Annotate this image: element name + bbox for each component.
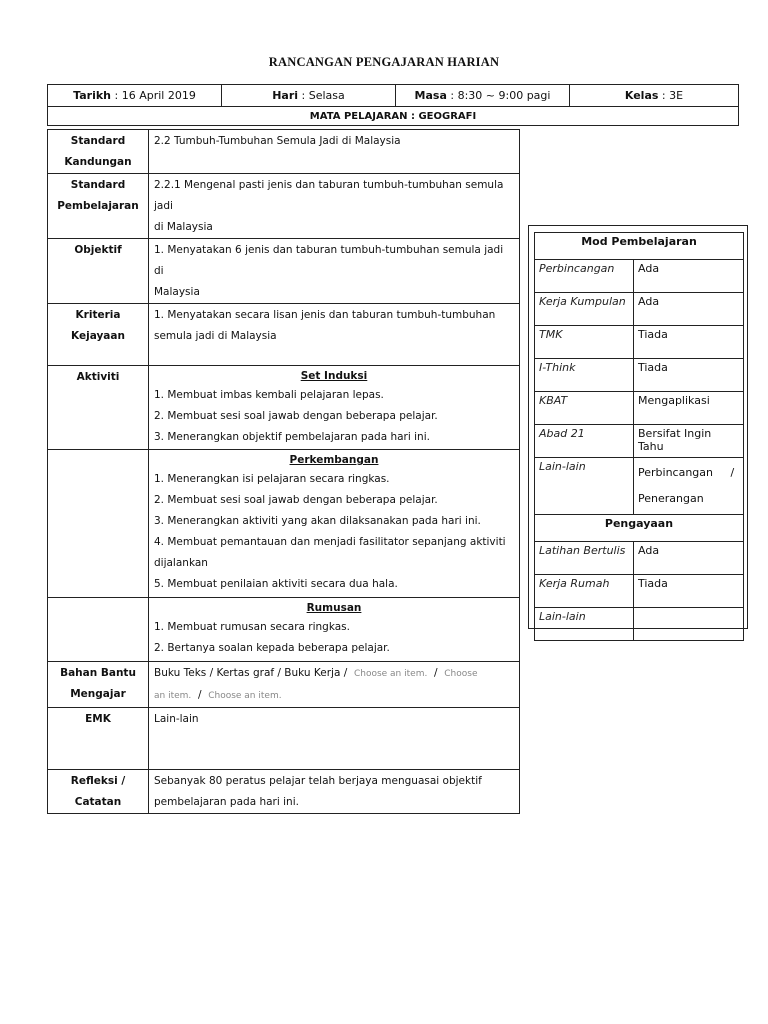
rumusan-heading: Rumusan (306, 602, 362, 614)
list-item: 2. Bertanya soalan kepada beberapa pelajar. (154, 642, 390, 654)
mod-value: Mengaplikasi (634, 392, 744, 425)
choose-item-dropdown[interactable]: Choose (444, 669, 478, 679)
choose-item-dropdown[interactable]: an item. (154, 691, 192, 701)
list-item: 3. Menerangkan objektif pembelajaran pada hari ini. (154, 431, 430, 443)
list-item: dijalankan (154, 557, 208, 569)
hari-cell: Hari : Selasa (222, 85, 396, 107)
mod-pembelajaran-heading: Mod Pembelajaran (535, 233, 744, 260)
list-item: 1. Membuat imbas kembali pelajaran lepas. (154, 389, 384, 401)
lesson-plan-table (47, 129, 520, 814)
subject-heading: MATA PELAJARAN : GEOGRAFI (48, 107, 739, 126)
hari-value: Selasa (308, 89, 345, 102)
standard-kandungan-label: Standard Kandungan (48, 130, 149, 174)
bahan-bantu-label: Bahan Bantu Mengajar (48, 662, 149, 708)
list-item: 4. Membuat pemantauan dan menjadi fasilitator sepanjang aktiviti (154, 536, 506, 548)
standard-pembelajaran-value: 2.2.1 Mengenal pasti jenis dan taburan tumbuh-tumbuhan semula jadi di Malaysia (149, 174, 520, 239)
mod-key: TMK (535, 326, 634, 359)
choose-item-dropdown[interactable]: Choose an item. (208, 691, 282, 701)
masa-cell: Masa : 8:30 ~ 9:00 pagi (396, 85, 570, 107)
emk-label: EMK (48, 708, 149, 770)
mod-value: Tiada (634, 359, 744, 392)
pengayaan-key: Lain-lain (535, 608, 634, 641)
mod-value: Ada (634, 260, 744, 293)
mod-key: Kerja Kumpulan (535, 293, 634, 326)
list-item: 3. Menerangkan aktiviti yang akan dilaksanakan pada hari ini. (154, 515, 481, 527)
bahan-bantu-value: Buku Teks / Kertas graf / Buku Kerja / Choose an item. / Choose an item. / Choose an item. (149, 662, 520, 708)
standard-kandungan-value: 2.2 Tumbuh-Tumbuhan Semula Jadi di Malaysia (149, 130, 520, 174)
standard-pembelajaran-label: Standard Pembelajaran (48, 174, 149, 239)
rumusan-label-cell (48, 598, 149, 662)
mod-pembelajaran-table (534, 232, 744, 641)
perkembangan-heading: Perkembangan (289, 454, 379, 466)
kelas-cell: Kelas : 3E (570, 85, 739, 107)
list-item: 1. Membuat rumusan secara ringkas. (154, 621, 350, 633)
pengayaan-heading: Pengayaan (535, 515, 744, 542)
mod-value: Ada (634, 293, 744, 326)
kriteria-kejayaan-value: 1. Menyatakan secara lisan jenis dan taburan tumbuh-tumbuhan semula jadi di Malaysia (149, 304, 520, 366)
mod-key: KBAT (535, 392, 634, 425)
mod-value: Perbincangan / Penerangan (634, 458, 744, 515)
header-table (47, 84, 739, 126)
page-title: RANCANGAN PENGAJARAN HARIAN (268, 55, 500, 69)
mod-key: Abad 21 (535, 425, 634, 458)
set-induksi-section (149, 366, 520, 450)
masa-value: 8:30 ~ 9:00 pagi (457, 89, 551, 102)
tarikh-value: 16 April 2019 (121, 89, 196, 102)
refleksi-value: Sebanyak 80 peratus pelajar telah berjaya menguasai objektif pembelajaran pada hari ini. (149, 770, 520, 814)
list-item: 1. Menerangkan isi pelajaran secara ringkas. (154, 473, 390, 485)
list-item: 2. Membuat sesi soal jawab dengan beberapa pelajar. (154, 494, 438, 506)
aktiviti-label-continued (48, 450, 149, 598)
pengayaan-key: Kerja Rumah (535, 575, 634, 608)
list-item: 2. Membuat sesi soal jawab dengan beberapa pelajar. (154, 410, 438, 422)
emk-value: Lain-lain (149, 708, 520, 770)
rumusan-section (149, 598, 520, 662)
mod-value: Tiada (634, 326, 744, 359)
list-item: 5. Membuat penilaian aktiviti secara dua hala. (154, 578, 398, 590)
pengayaan-key: Latihan Bertulis (535, 542, 634, 575)
mod-value: Bersifat Ingin Tahu (634, 425, 744, 458)
perkembangan-section (149, 450, 520, 598)
set-induksi-heading: Set Induksi (300, 370, 368, 382)
objektif-label: Objektif (48, 239, 149, 304)
pengayaan-value: Ada (634, 542, 744, 575)
objektif-value: 1. Menyatakan 6 jenis dan taburan tumbuh-tumbuhan semula jadi di Malaysia (149, 239, 520, 304)
choose-item-dropdown[interactable]: Choose an item. (353, 669, 428, 679)
pengayaan-value (634, 608, 744, 641)
mod-key: Perbincangan (535, 260, 634, 293)
mod-pembelajaran-box (528, 225, 748, 629)
mod-key: Lain-lain (535, 458, 634, 515)
kriteria-kejayaan-label: Kriteria Kejayaan (48, 304, 149, 366)
pengayaan-value: Tiada (634, 575, 744, 608)
aktiviti-label: Aktiviti (48, 366, 149, 450)
tarikh-cell: Tarikh : 16 April 2019 (48, 85, 222, 107)
kelas-value: 3E (669, 89, 684, 102)
mod-key: I-Think (535, 359, 634, 392)
refleksi-label: Refleksi / Catatan (48, 770, 149, 814)
